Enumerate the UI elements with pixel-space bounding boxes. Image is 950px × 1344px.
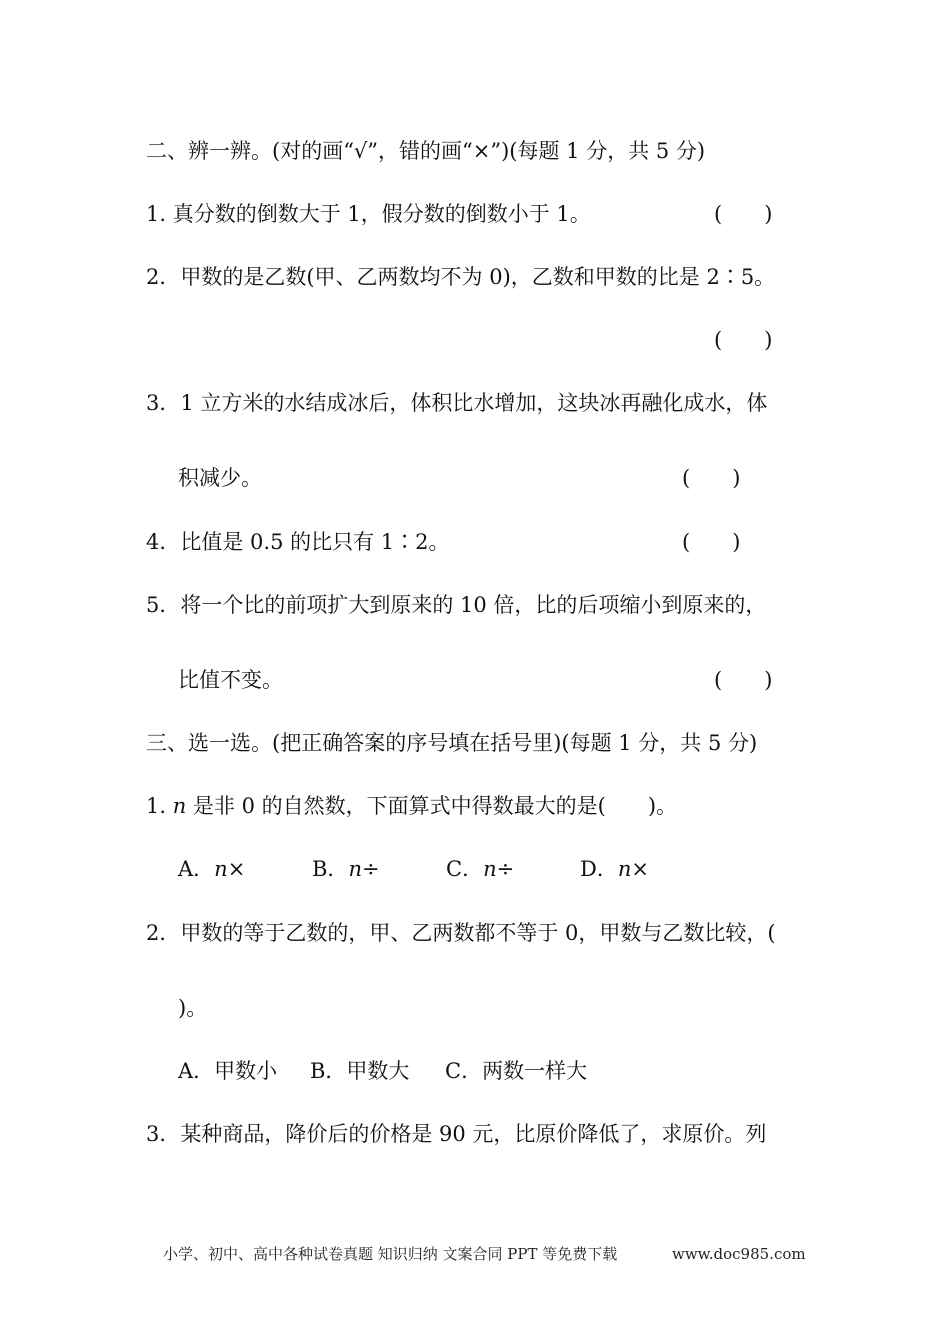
s3-q1-text: 是非 0 的自然数，下面算式中得数最大的是( )。 (186, 794, 678, 818)
s3-q2-option-c: C．两数一样大 (445, 1059, 588, 1083)
footer-url[interactable]: www.doc985.com (672, 1245, 806, 1263)
s3-q1-option-b (312, 855, 380, 883)
option-var: n (214, 857, 228, 881)
option-var: n (348, 857, 362, 881)
s3-q2-text-line2: )。 (178, 996, 208, 1020)
s3-q1-stem (146, 792, 677, 820)
s3-q1-option-a (178, 855, 245, 883)
option-op: × (227, 857, 246, 881)
s2-item3-text-line2: 积减少。 (178, 466, 262, 490)
s3-q1-options (178, 855, 698, 883)
s2-item1-answer-paren: ( ) (714, 202, 773, 226)
s2-item4-answer-paren: ( ) (682, 530, 741, 554)
option-op: ÷ (496, 857, 515, 881)
s2-item5-text-line1: 5．将一个比的前项扩大到原来的 10 倍，比的后项缩小到原来的， (146, 593, 767, 617)
option-var: n (617, 857, 632, 881)
option-label: B． (312, 857, 349, 881)
s3-q2-text-line1: 2．甲数的等于乙数的，甲、乙两数都不等于 0，甲数与乙数比较，( (146, 921, 776, 945)
s3-q1-option-d (580, 855, 649, 883)
s2-item1-text: 1. 真分数的倒数大于 1，假分数的倒数小于 1。 (146, 202, 591, 226)
s3-q2-options (178, 1057, 618, 1085)
s2-item4-text: 4．比值是 0.5 的比只有 1∶2。 (146, 530, 450, 554)
s2-item5-answer-paren: ( ) (714, 668, 773, 692)
option-op: ÷ (361, 857, 380, 881)
s3-q1-number: 1. (146, 794, 173, 818)
section3-heading: 三、选一选。(把正确答案的序号填在括号里)(每题 1 分，共 5 分) (146, 731, 758, 755)
s2-item3-answer-paren: ( ) (682, 466, 741, 490)
s2-item5-text-line2: 比值不变。 (178, 668, 283, 692)
footer-text: 小学、初中、高中各种试卷真题 知识归纳 文案合同 PPT 等免费下载 (163, 1245, 618, 1263)
s3-q2-option-a: A．甲数小 (178, 1059, 278, 1083)
option-label: D． (580, 857, 618, 881)
s2-item3-text-line1: 3．1 立方米的水结成冰后，体积比水增加，这块冰再融化成水，体 (146, 391, 768, 415)
option-label: C． (446, 857, 484, 881)
s2-item2-answer-paren: ( ) (714, 328, 773, 352)
option-op: × (631, 857, 649, 881)
s3-q2-option-b: B．甲数大 (310, 1059, 410, 1083)
option-var: n (483, 857, 497, 881)
section2-heading: 二、辨一辨。(对的画“√”，错的画“×”)(每题 1 分，共 5 分) (146, 139, 706, 163)
s3-q1-var: n (172, 794, 187, 818)
s3-q3-text-line1: 3．某种商品，降价后的价格是 90 元，比原价降低了，求原价。列 (146, 1122, 767, 1146)
s3-q1-option-c (446, 855, 514, 883)
s2-item2-text: 2．甲数的是乙数(甲、乙两数均不为 0)，乙数和甲数的比是 2∶5。 (146, 265, 776, 289)
option-label: A． (178, 857, 215, 881)
